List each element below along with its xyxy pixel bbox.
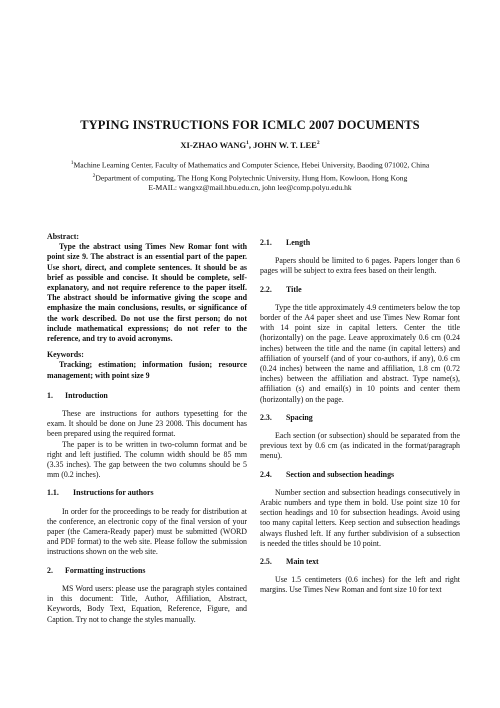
left-column: [47, 232, 247, 625]
keywords-heading: Keywords:: [47, 350, 84, 360]
paper-title: TYPING INSTRUCTIONS FOR ICMLC 2007 DOCUMENTS: [80, 118, 420, 132]
affiliation-2-sup: 2: [92, 172, 96, 179]
author-2: JOHN W. T. LEE: [253, 140, 317, 150]
abstract-heading: Abstract:: [47, 232, 79, 241]
affiliation-1-text: Machine Learning Center, Faculty of Mathematics and Computer Science, Hebei University, Baoding 071002, China: [73, 160, 430, 170]
section-2-5-title: Main text: [286, 557, 319, 567]
author-2-sup: 2: [316, 140, 320, 147]
affiliation-1: [0, 158, 500, 171]
section-2-1-paragraph-1: Papers should be limited to 6 pages. Papers longer than 6 pages will be subject to extra fees based on their length.: [260, 256, 460, 276]
section-2-1-number: 2.1.: [260, 238, 272, 247]
section-1-title: Introduction: [65, 390, 108, 400]
section-1-1-number: 1.1.: [47, 488, 59, 498]
affiliation-2-text: Department of computing, The Hong Kong Polytechnic University, Hung Hom, Kowloon, Hong Kong: [95, 173, 408, 183]
section-2-1-title: Length: [286, 238, 311, 247]
section-1-1-paragraph-1: In order for the proceedings to be ready for distribution at the conference, an electronic copy of the final version of your paper (the Camera-Ready paper) must be submitted (WORD and PDF format) to the web site. Please follow the submission instructions shown on the web site.: [47, 506, 247, 557]
section-2-4-heading: [260, 470, 460, 480]
section-2-5-number: 2.5.: [260, 557, 272, 567]
section-1-1-heading: [47, 488, 247, 498]
author-separator: ,: [248, 140, 254, 150]
section-2-1-heading: [260, 238, 460, 248]
section-2-title: Formatting instructions: [65, 565, 146, 575]
section-2-4-title: Section and subsection headings: [286, 469, 395, 479]
keywords-body: Tracking; estimation; information fusion; resource management; with point size 9: [47, 360, 247, 380]
author-1-sup: 1: [246, 140, 249, 147]
section-2-3-number: 2.3.: [260, 412, 272, 422]
right-column: [260, 232, 460, 596]
section-2-3-heading: [260, 413, 460, 423]
email-line: E-MAIL: wangxz@mail.hbu.edu.cn, john lee@comp.polyu.edu.hk: [148, 183, 352, 193]
section-2-2-number: 2.2.: [260, 284, 272, 294]
section-1-1-title: Instructions for authors: [73, 488, 154, 498]
section-2-4-number: 2.4.: [260, 469, 272, 479]
affiliation-1-sup: 1: [70, 160, 74, 166]
author-1: XI-ZHAO WANG: [180, 140, 247, 150]
section-2-2-heading: [260, 285, 460, 295]
section-2-paragraph-1: MS Word users: please use the paragraph styles contained in this document: Title, Author, Affiliation, Abstract, Keywords, Body Text, Equation, Reference, Figure, and Caption. Try not to change the styles manually.: [47, 583, 247, 624]
section-2-5-paragraph-1: Use 1.5 centimeters (0.6 inches) for the left and right margins. Use Times New Roman and font size 10 for text: [260, 575, 460, 595]
affiliation-2: [0, 171, 500, 184]
affiliations: [0, 158, 500, 193]
section-1-heading: [47, 391, 247, 401]
section-2-2-title: Title: [286, 284, 302, 294]
section-2-3-title: Spacing: [286, 412, 313, 422]
section-2-5-heading: [260, 557, 460, 567]
author-line: [0, 140, 500, 150]
section-2-4-paragraph-1: Number section and subsection headings consecutively in Arabic numbers and type them in bold. Use point size 10 for section headings and 10 for subsection headings. Avoid using too many capital letters. Keep section and subsection headings always flushed left. If any further subdivision of a subsection is needed the titles should be 10 point.: [260, 487, 460, 548]
section-2-3-paragraph-1: Each section (or subsection) should be separated from the previous text by 0.6 cm (as indicated in the format/paragraph menu).: [260, 431, 460, 461]
section-1-paragraph-2: The paper is to be written in two-column format and be right and left justified. The column width should be 85 mm (3.35 inches). The gap between the two columns should be 5 mm (0.2 inches).: [47, 439, 247, 480]
section-2-2-paragraph-1: Type the title approximately 4.9 centimeters below the top border of the A4 paper sheet and use Times New Romar font with 14 point size in capital letters. Center the title (horizontally) on the page. Leave approximately 0.6 cm (0.24 inches) between the title and the name (in capital letters) and affiliation of yourself (and of your co-authors, if any), 0.6 cm (0.24 inches) between the name and affiliation, 1.8 cm (0.72 inches) between the affiliation and abstract. Type name(s), affiliation (s) and email(s) in 10 points and center them (horizontally) on the page.: [260, 302, 460, 404]
section-1-number: 1.: [47, 390, 53, 400]
section-1-paragraph-1: These are instructions for authors typesetting for the exam. It should be done on June 23 2008. This document has been prepared using the required format.: [47, 409, 247, 439]
section-2-heading: [47, 566, 247, 576]
abstract-body: Type the abstract using Times New Romar font with point size 9. The abstract is an essential part of the paper. Use short, direct, and complete sentences. It should be as brief as possible and concise. It should be complete, self-explanatory, and not require reference to the paper itself. The abstract should be informative giving the scope and emphasize the main conclusions, results, or significance of the work described. Do not use the first person; do not include mathematical expressions; do not refer to the reference, and try to avoid acronyms.: [47, 242, 247, 344]
section-2-number: 2.: [47, 565, 53, 575]
